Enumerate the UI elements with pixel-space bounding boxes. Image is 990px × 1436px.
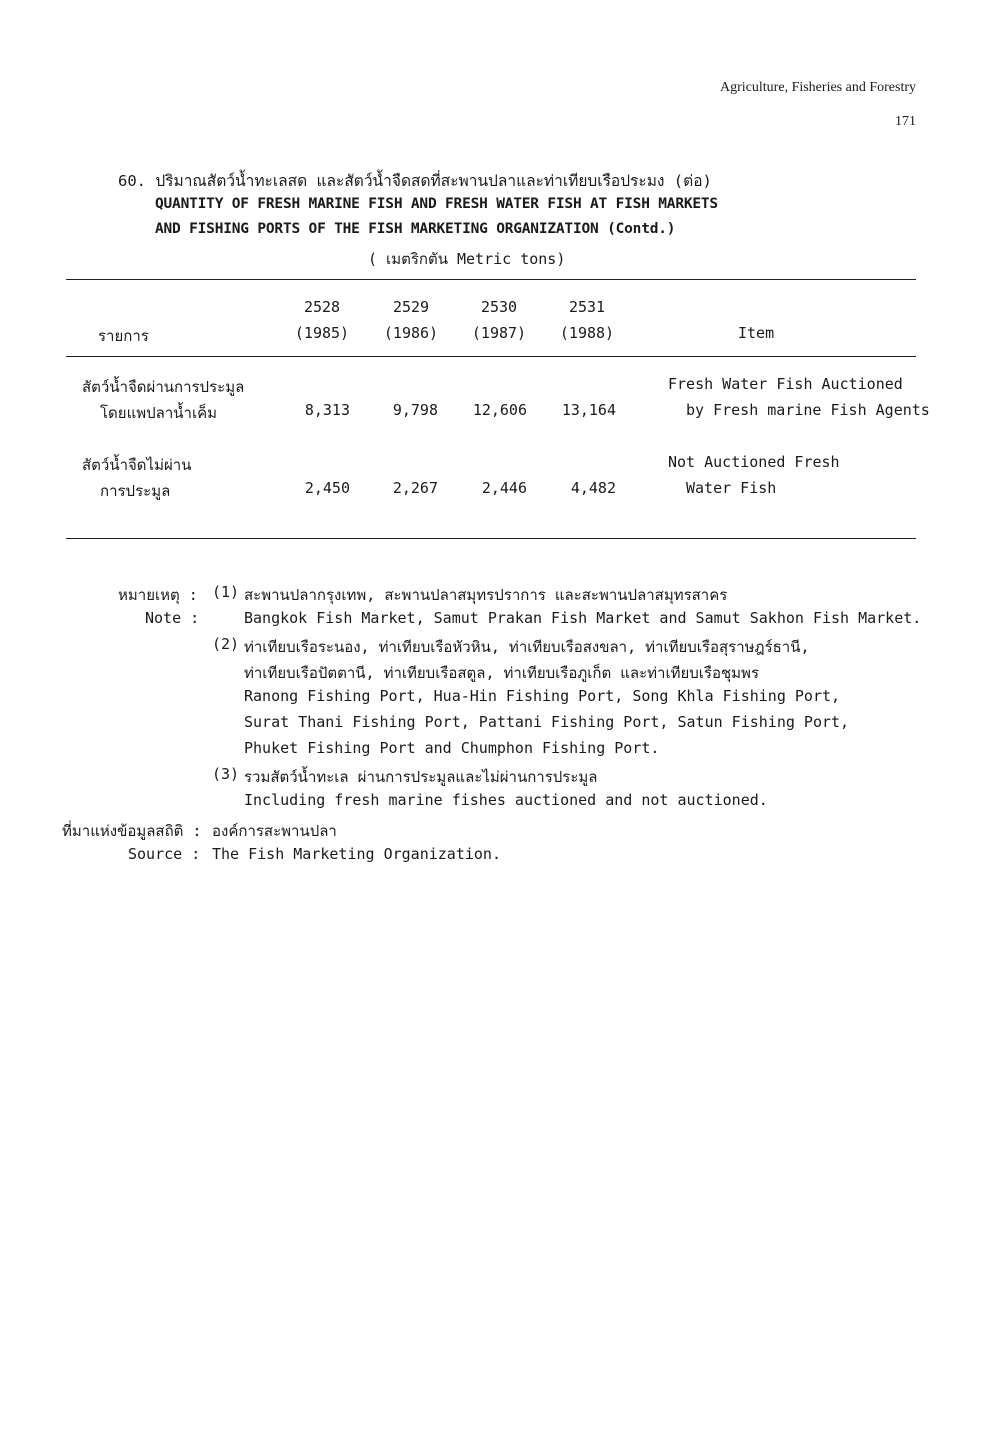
row-item-en-line2: by Fresh marine Fish Agents — [686, 401, 930, 419]
table-cell-value: 12,606 — [472, 401, 527, 419]
source-value-thai: องค์การสะพานปลา — [212, 822, 337, 840]
table-cell-value: 2,267 — [392, 479, 438, 497]
note-2-en-line1: Ranong Fishing Port, Hua-Hin Fishing Port, Song Khla Fishing Port, — [244, 687, 841, 705]
note-3-thai: รวมสัตว์น้ำทะเล ผ่านการประมูลและไม่ผ่านการประมูล — [244, 768, 598, 786]
note-label-en: Note : — [145, 609, 200, 627]
column-header-year-ce: (1986) — [383, 324, 439, 342]
table-header-rule — [66, 356, 916, 357]
row-item-en-line1: Not Auctioned Fresh — [668, 453, 840, 471]
note-marker: (2) — [212, 635, 240, 653]
table-top-rule — [66, 279, 916, 280]
row-item-en-line2: Water Fish — [686, 479, 777, 497]
table-cell-value: 8,313 — [304, 401, 350, 419]
note-2-en-line3: Phuket Fishing Port and Chumphon Fishing Port. — [244, 739, 660, 757]
table-cell-value: 2,446 — [481, 479, 527, 497]
note-2-en-line2: Surat Thani Fishing Port, Pattani Fishing Port, Satun Fishing Port, — [244, 713, 850, 731]
table-cell-value: 2,450 — [304, 479, 350, 497]
column-header-year-be: 2528 — [303, 298, 341, 316]
table-title-en-line2: AND FISHING PORTS OF THE FISH MARKETING ORGANIZATION (Contd.) — [155, 221, 676, 237]
table-bottom-rule — [66, 538, 916, 539]
note-2-thai-line2: ท่าเทียบเรือปัตตานี, ท่าเทียบเรือสตูล, ท่าเทียบเรือภูเก็ต และท่าเทียบเรือชุมพร — [244, 664, 760, 682]
column-header-item-thai: รายการ — [98, 327, 149, 345]
column-header-year-ce: (1985) — [294, 324, 350, 342]
note-marker: (1) — [212, 583, 240, 601]
column-header-year-ce: (1987) — [471, 324, 527, 342]
note-1-thai: สะพานปลากรุงเทพ, สะพานปลาสมุทรปราการ และสะพานปลาสมุทรสาคร — [244, 586, 728, 604]
note-3-en: Including fresh marine fishes auctioned and not auctioned. — [244, 791, 768, 809]
row-item-thai-line2: การประมูล — [100, 482, 171, 500]
row-item-thai-line1: สัตว์น้ำจืดไม่ผ่าน — [82, 456, 192, 474]
table-title-thai: 60. ปริมาณสัตว์น้ำทะเลสด และสัตว์น้ำจืดสดที่สะพานปลาและท่าเทียบเรือประมง (ต่อ) — [118, 172, 712, 190]
unit-label: ( เมตริกตัน Metric tons) — [368, 250, 566, 268]
running-header-section: Agriculture, Fisheries and Forestry — [720, 80, 916, 95]
table-cell-value: 9,798 — [392, 401, 438, 419]
column-header-item-en: Item — [738, 324, 775, 342]
table-cell-value: 13,164 — [561, 401, 616, 419]
table-title-en-line1: QUANTITY OF FRESH MARINE FISH AND FRESH WATER FISH AT FISH MARKETS — [155, 196, 718, 212]
note-2-thai-line1: ท่าเทียบเรือระนอง, ท่าเทียบเรือหัวหิน, ท่าเทียบเรือสงขลา, ท่าเทียบเรือสุราษฎร์ธานี, — [244, 638, 810, 656]
row-item-en-line1: Fresh Water Fish Auctioned — [668, 375, 903, 393]
source-label-thai: ที่มาแห่งข้อมูลสถิติ : — [62, 822, 202, 840]
note-1-en: Bangkok Fish Market, Samut Prakan Fish Market and Samut Sakhon Fish Market. — [244, 609, 922, 627]
page-number: 171 — [895, 114, 916, 129]
source-label-en: Source : — [128, 845, 201, 863]
column-header-year-ce: (1988) — [559, 324, 615, 342]
column-header-year-be: 2531 — [568, 298, 606, 316]
column-header-year-be: 2530 — [480, 298, 518, 316]
row-item-thai-line1: สัตว์น้ำจืดผ่านการประมูล — [82, 378, 245, 396]
row-item-thai-line2: โดยแพปลาน้ำเค็ม — [100, 404, 218, 422]
table-cell-value: 4,482 — [570, 479, 616, 497]
note-label-thai: หมายเหตุ : — [118, 586, 198, 604]
column-header-year-be: 2529 — [392, 298, 430, 316]
source-value-en: The Fish Marketing Organization. — [212, 845, 501, 863]
note-marker: (3) — [212, 765, 240, 783]
